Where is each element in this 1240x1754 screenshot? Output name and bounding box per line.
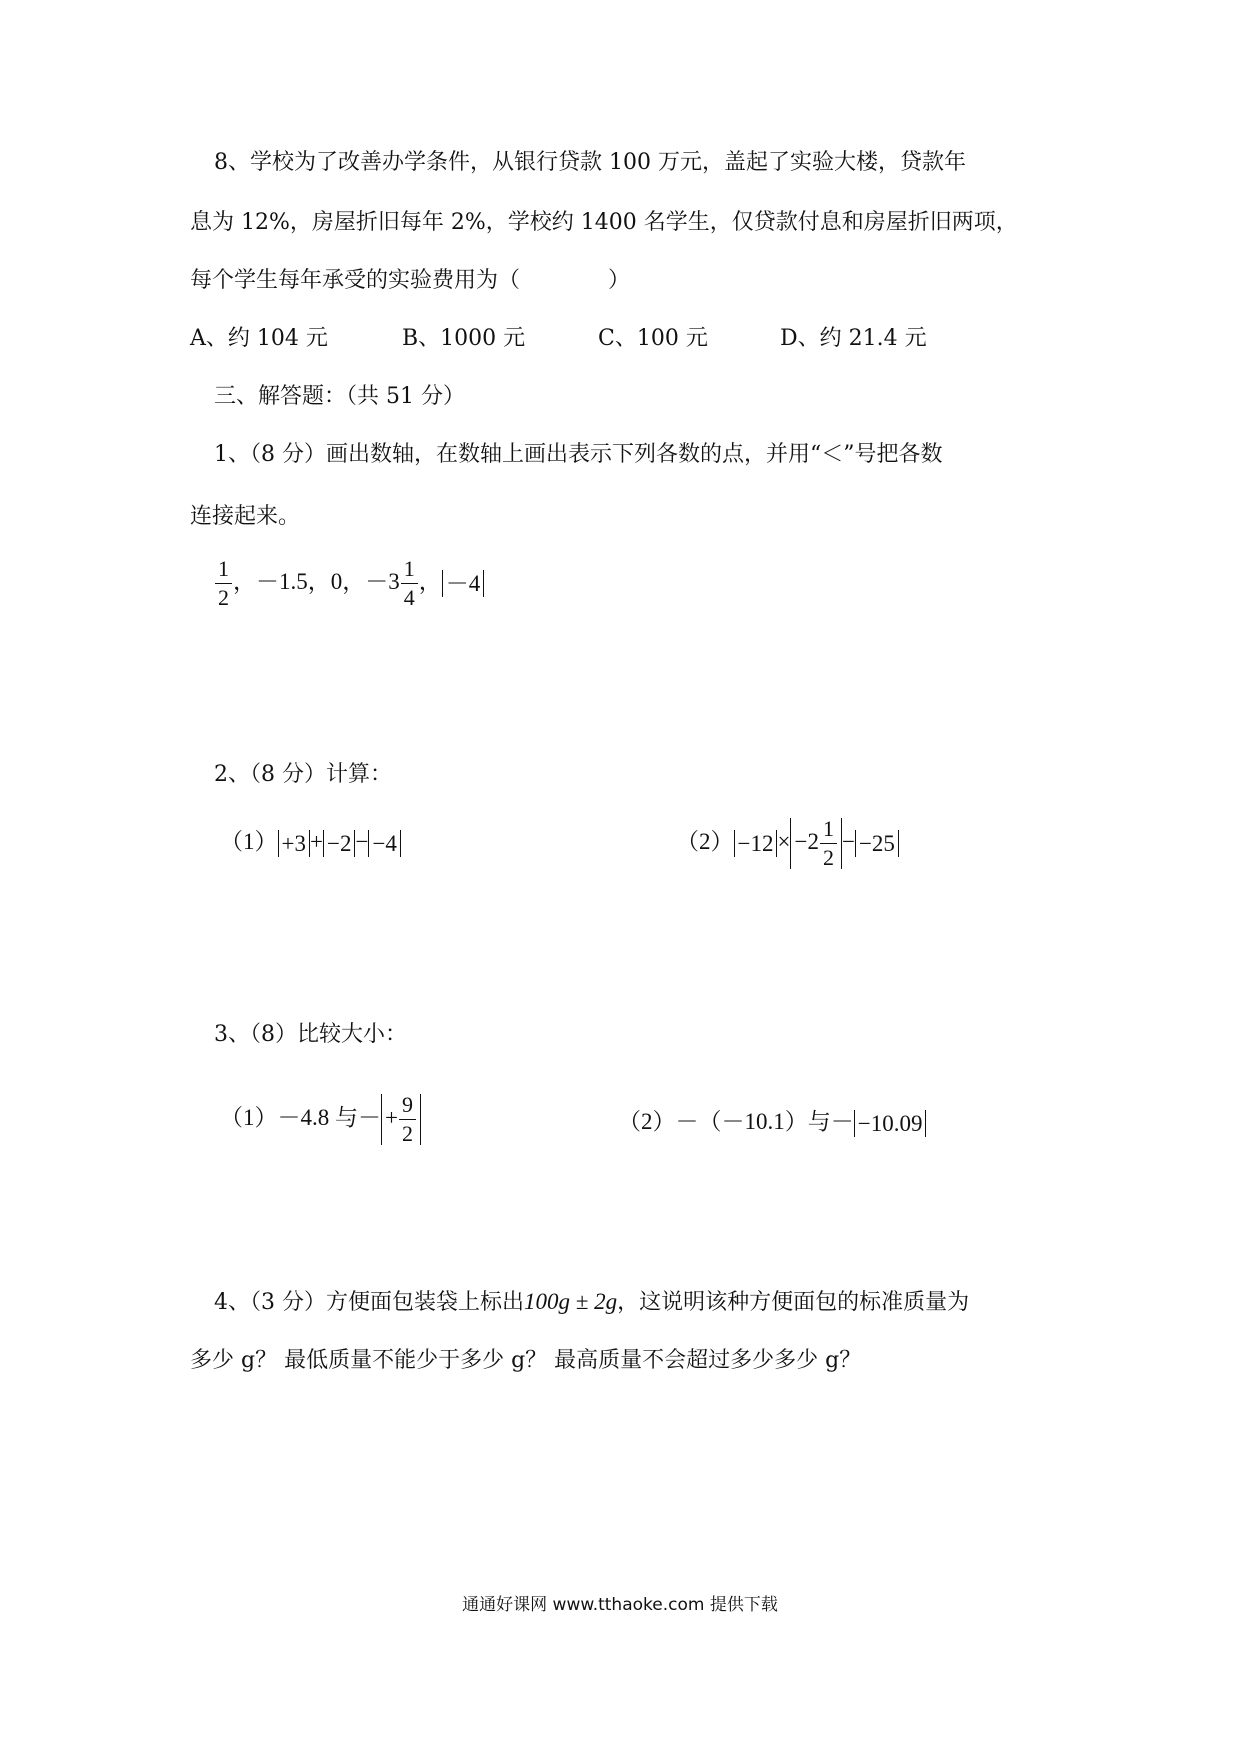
p3-abs-fraction: + $\frac{9}{2}$ <box>381 1094 421 1145</box>
q8-line-1: 8、学校为了改善办学条件，从银行贷款 100 万元，盖起了实验大楼，贷款年 <box>214 150 966 175</box>
p3-sub-1-text: －4.8 与－ <box>277 1104 381 1130</box>
p1-line-2: 连接起来。 <box>190 504 301 529</box>
p4-line-1-text-a: 4、（3 分）方便面包装袋上标出 <box>214 1290 524 1315</box>
p4-line-1-text-b: ，这说明该种方便面包的标准质量为 <box>617 1290 970 1315</box>
option-c: C、100 元 <box>598 326 708 351</box>
p3-abs-10-09: −10.09 <box>854 1110 927 1137</box>
p3-heading: 3、（8）比较大小： <box>214 1022 407 1047</box>
p2-op-plus: + <box>309 829 323 854</box>
p3-sub-1 <box>220 1094 421 1145</box>
p4-line-2: 多少 g？ 最低质量不能少于多少 g？ 最高质量不会超过多少多少 g？ <box>190 1348 862 1373</box>
p2-abs-mixed: −2 $\frac{1}{2}$ <box>790 818 841 869</box>
p2-heading: 2、（8 分）计算： <box>214 762 392 787</box>
q8-options <box>0 328 1240 358</box>
p4-mass-expression: 100g ± 2g <box>524 1289 618 1314</box>
p2-abs-b: −2 <box>323 830 355 857</box>
p1-fraction-quarter: $\frac{1}{4}$ <box>401 558 418 609</box>
p1-number-list <box>214 558 484 609</box>
p3-sub-2 <box>618 1110 926 1137</box>
p3-sub-1-label: （1） <box>220 1104 278 1130</box>
section-3-heading: 三、解答题：（共 51 分） <box>214 384 465 409</box>
p3-sub-2-text: －（－10.1）与－ <box>675 1109 854 1134</box>
p2-sub-1-label: （1） <box>220 829 278 854</box>
q8-line-3: 每个学生每年承受的实验费用为（ ） <box>190 268 631 293</box>
q8-line-2: 息为 12%，房屋折旧每年 2%，学校约 1400 名学生，仅贷款付息和房屋折旧两项， <box>190 210 1018 235</box>
p1-separator-2: ， <box>418 568 442 594</box>
option-d: D、约 21.4 元 <box>780 326 927 351</box>
option-b: B、1000 元 <box>402 326 526 351</box>
p2-sub-2-label: （2） <box>676 828 734 854</box>
page-footer: 通通好课网 www.tthaoke.com 提供下载 <box>462 1595 778 1615</box>
p3-sub-2-label: （2） <box>618 1109 676 1134</box>
p2-sub-1 <box>220 830 401 857</box>
p1-line-1: 1、（8 分）画出数轴，在数轴上画出表示下列各数的点，并用“＜”号把各数 <box>214 442 943 467</box>
p4-line-1 <box>214 1290 969 1314</box>
p1-fraction-half: $\frac{1}{2}$ <box>215 558 232 609</box>
option-a: A、约 104 元 <box>190 326 328 351</box>
p2-op-minus: − <box>355 829 369 854</box>
p1-absolute-value: －4 <box>442 570 485 597</box>
p2-op-times: × <box>777 828 791 854</box>
p2-sub-2 <box>676 818 899 869</box>
p2-abs-a: +3 <box>278 830 310 857</box>
p2-abs-c: −4 <box>368 830 400 857</box>
p2-abs-25: −25 <box>855 830 899 857</box>
p1-separator-1: ，－1.5，0，－3 <box>233 568 400 594</box>
p2-abs-12: −12 <box>734 830 778 857</box>
p2-op-minus-2: − <box>841 828 855 854</box>
